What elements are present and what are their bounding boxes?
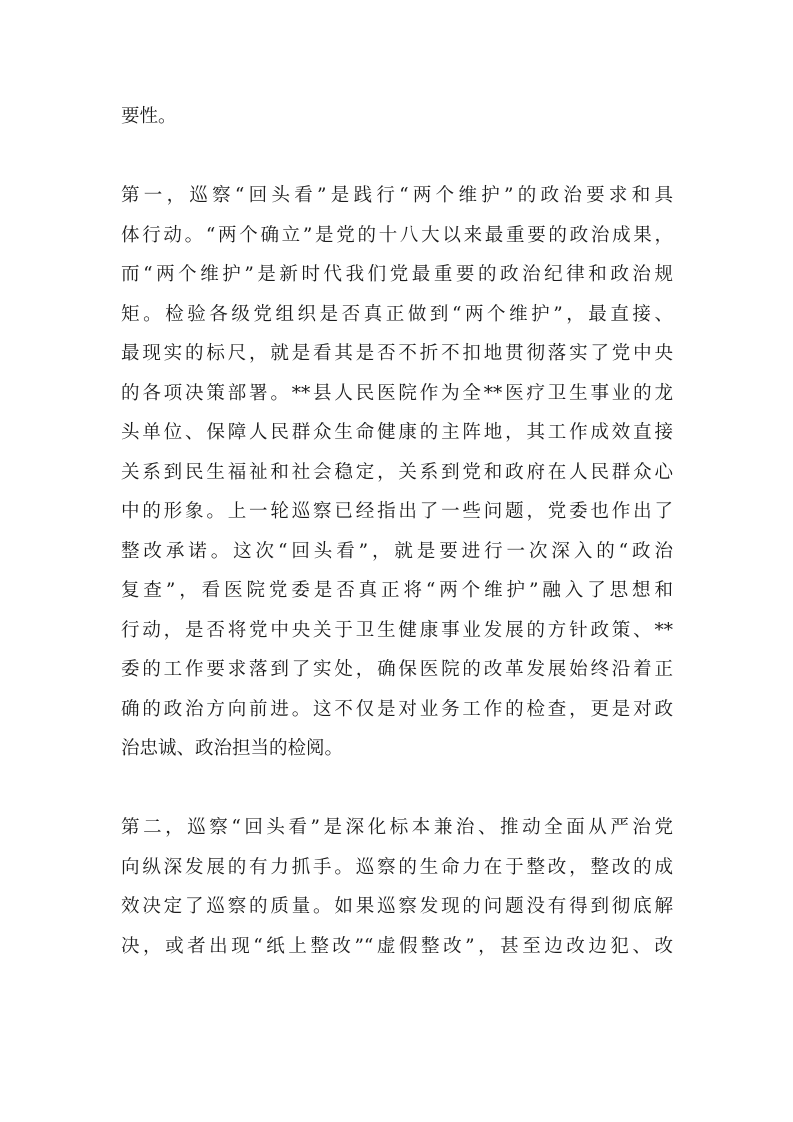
text-line: 的各项决策部署。**县人民医院作为全**医疗卫生事业的龙 <box>121 382 673 404</box>
text-line: 行动，是否将党中央关于卫生健康事业发展的方针政策、** <box>121 619 673 641</box>
paragraph-second-point <box>121 808 673 966</box>
text-line: 头单位、保障人民群众生命健康的主阵地，其工作成效直接 <box>121 422 673 443</box>
text-line: 确的政治方向前进。这不仅是对业务工作的检查，更是对政 <box>121 698 673 720</box>
text-line: 决，或者出现“纸上整改”“虚假整改”，甚至边改边犯、改 <box>121 935 673 957</box>
paragraph-gap <box>121 769 673 809</box>
text-line: 复查”，看医院党委是否真正将“两个维护”融入了思想和 <box>121 580 673 601</box>
text-line: 最现实的标尺，就是看其是否不折不扣地贯彻落实了党中央 <box>121 343 673 364</box>
document-body <box>121 97 673 966</box>
text-line: 效决定了巡察的质量。如果巡察发现的问题没有得到彻底解 <box>121 896 673 917</box>
text-line: 第二，巡察“回头看”是深化标本兼治、推动全面从严治党 <box>121 817 673 838</box>
text-line: 中的形象。上一轮巡察已经指出了一些问题，党委也作出了 <box>121 501 673 522</box>
text-line: 向纵深发展的有力抓手。巡察的生命力在于整改，整改的成 <box>121 856 673 878</box>
text-line: 治忠诚、政治担当的检阅。 <box>121 738 344 759</box>
paragraph-first-point <box>121 176 673 769</box>
paragraph-continuation <box>121 97 673 137</box>
text-line: 关系到民生福祉和社会稳定，关系到党和政府在人民群众心 <box>121 461 673 483</box>
text-line: 委的工作要求落到了实处，确保医院的改革发展始终沿着正 <box>121 659 673 680</box>
text-line: 体行动。“两个确立”是党的十八大以来最重要的政治成果， <box>121 224 673 246</box>
paragraph-gap <box>121 137 673 177</box>
text-line: 要性。 <box>121 106 177 127</box>
text-line: 矩。检验各级党组织是否真正做到“两个维护”，最直接、 <box>121 303 673 325</box>
text-line: 第一，巡察“回头看”是践行“两个维护”的政治要求和具 <box>121 185 673 206</box>
text-line: 整改承诺。这次“回头看”，就是要进行一次深入的“政治 <box>121 540 673 562</box>
text-line: 而“两个维护”是新时代我们党最重要的政治纪律和政治规 <box>121 264 673 285</box>
